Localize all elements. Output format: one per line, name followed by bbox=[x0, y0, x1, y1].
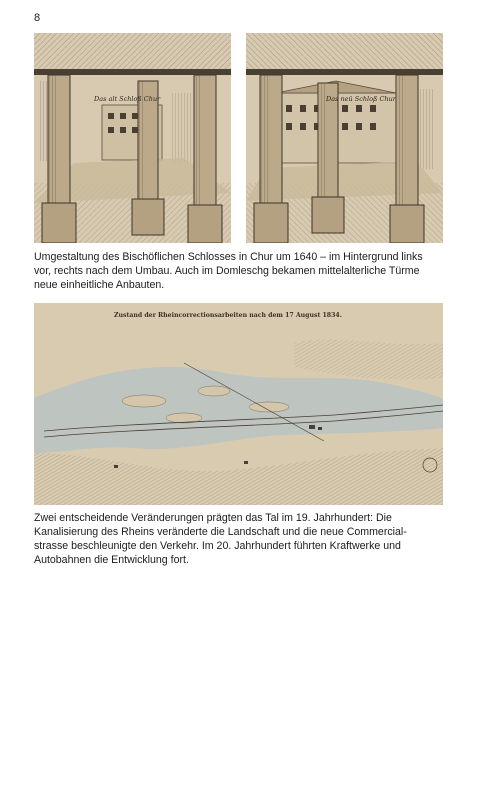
caption-line: Zwei entscheidende Veränderungen prägten das Tal im 19. Jahrhundert: Die bbox=[34, 512, 392, 524]
caption-line: Autobahnen die Entwicklung fort. bbox=[34, 554, 189, 566]
figure1-caption bbox=[34, 250, 444, 292]
page-number: 8 bbox=[34, 12, 41, 24]
caption-line: Umgestaltung des Bischöflichen Schlosses in Chur um 1640 – im Hintergrund links bbox=[34, 251, 423, 263]
caption-line: strasse beschleunigte den Verkehr. Im 20. Jahrhundert führten Kraftwerke und bbox=[34, 540, 401, 552]
rhine-correction-map bbox=[34, 303, 443, 505]
caption-line: vor, rechts nach dem Umbau. Auch im Domleschg bekamen mittelalterliche Türme bbox=[34, 265, 420, 277]
map-title: Zustand der Rheincorrectionsarbeiten nach dem 17 August 1834. bbox=[114, 312, 342, 319]
caption-line: Kanalisierung des Rheins veränderte die Landschaft und die neue Commercial- bbox=[34, 526, 407, 538]
old-castle-inscription: Das alt Schloß Chur bbox=[94, 95, 161, 103]
engraving-new-castle bbox=[246, 33, 443, 243]
new-castle-inscription: Das neü Schloß Chur bbox=[326, 95, 396, 103]
engraving-old-castle bbox=[34, 33, 231, 243]
figure2-caption bbox=[34, 511, 444, 567]
caption-line: neue einheitliche Anbauten. bbox=[34, 279, 165, 291]
